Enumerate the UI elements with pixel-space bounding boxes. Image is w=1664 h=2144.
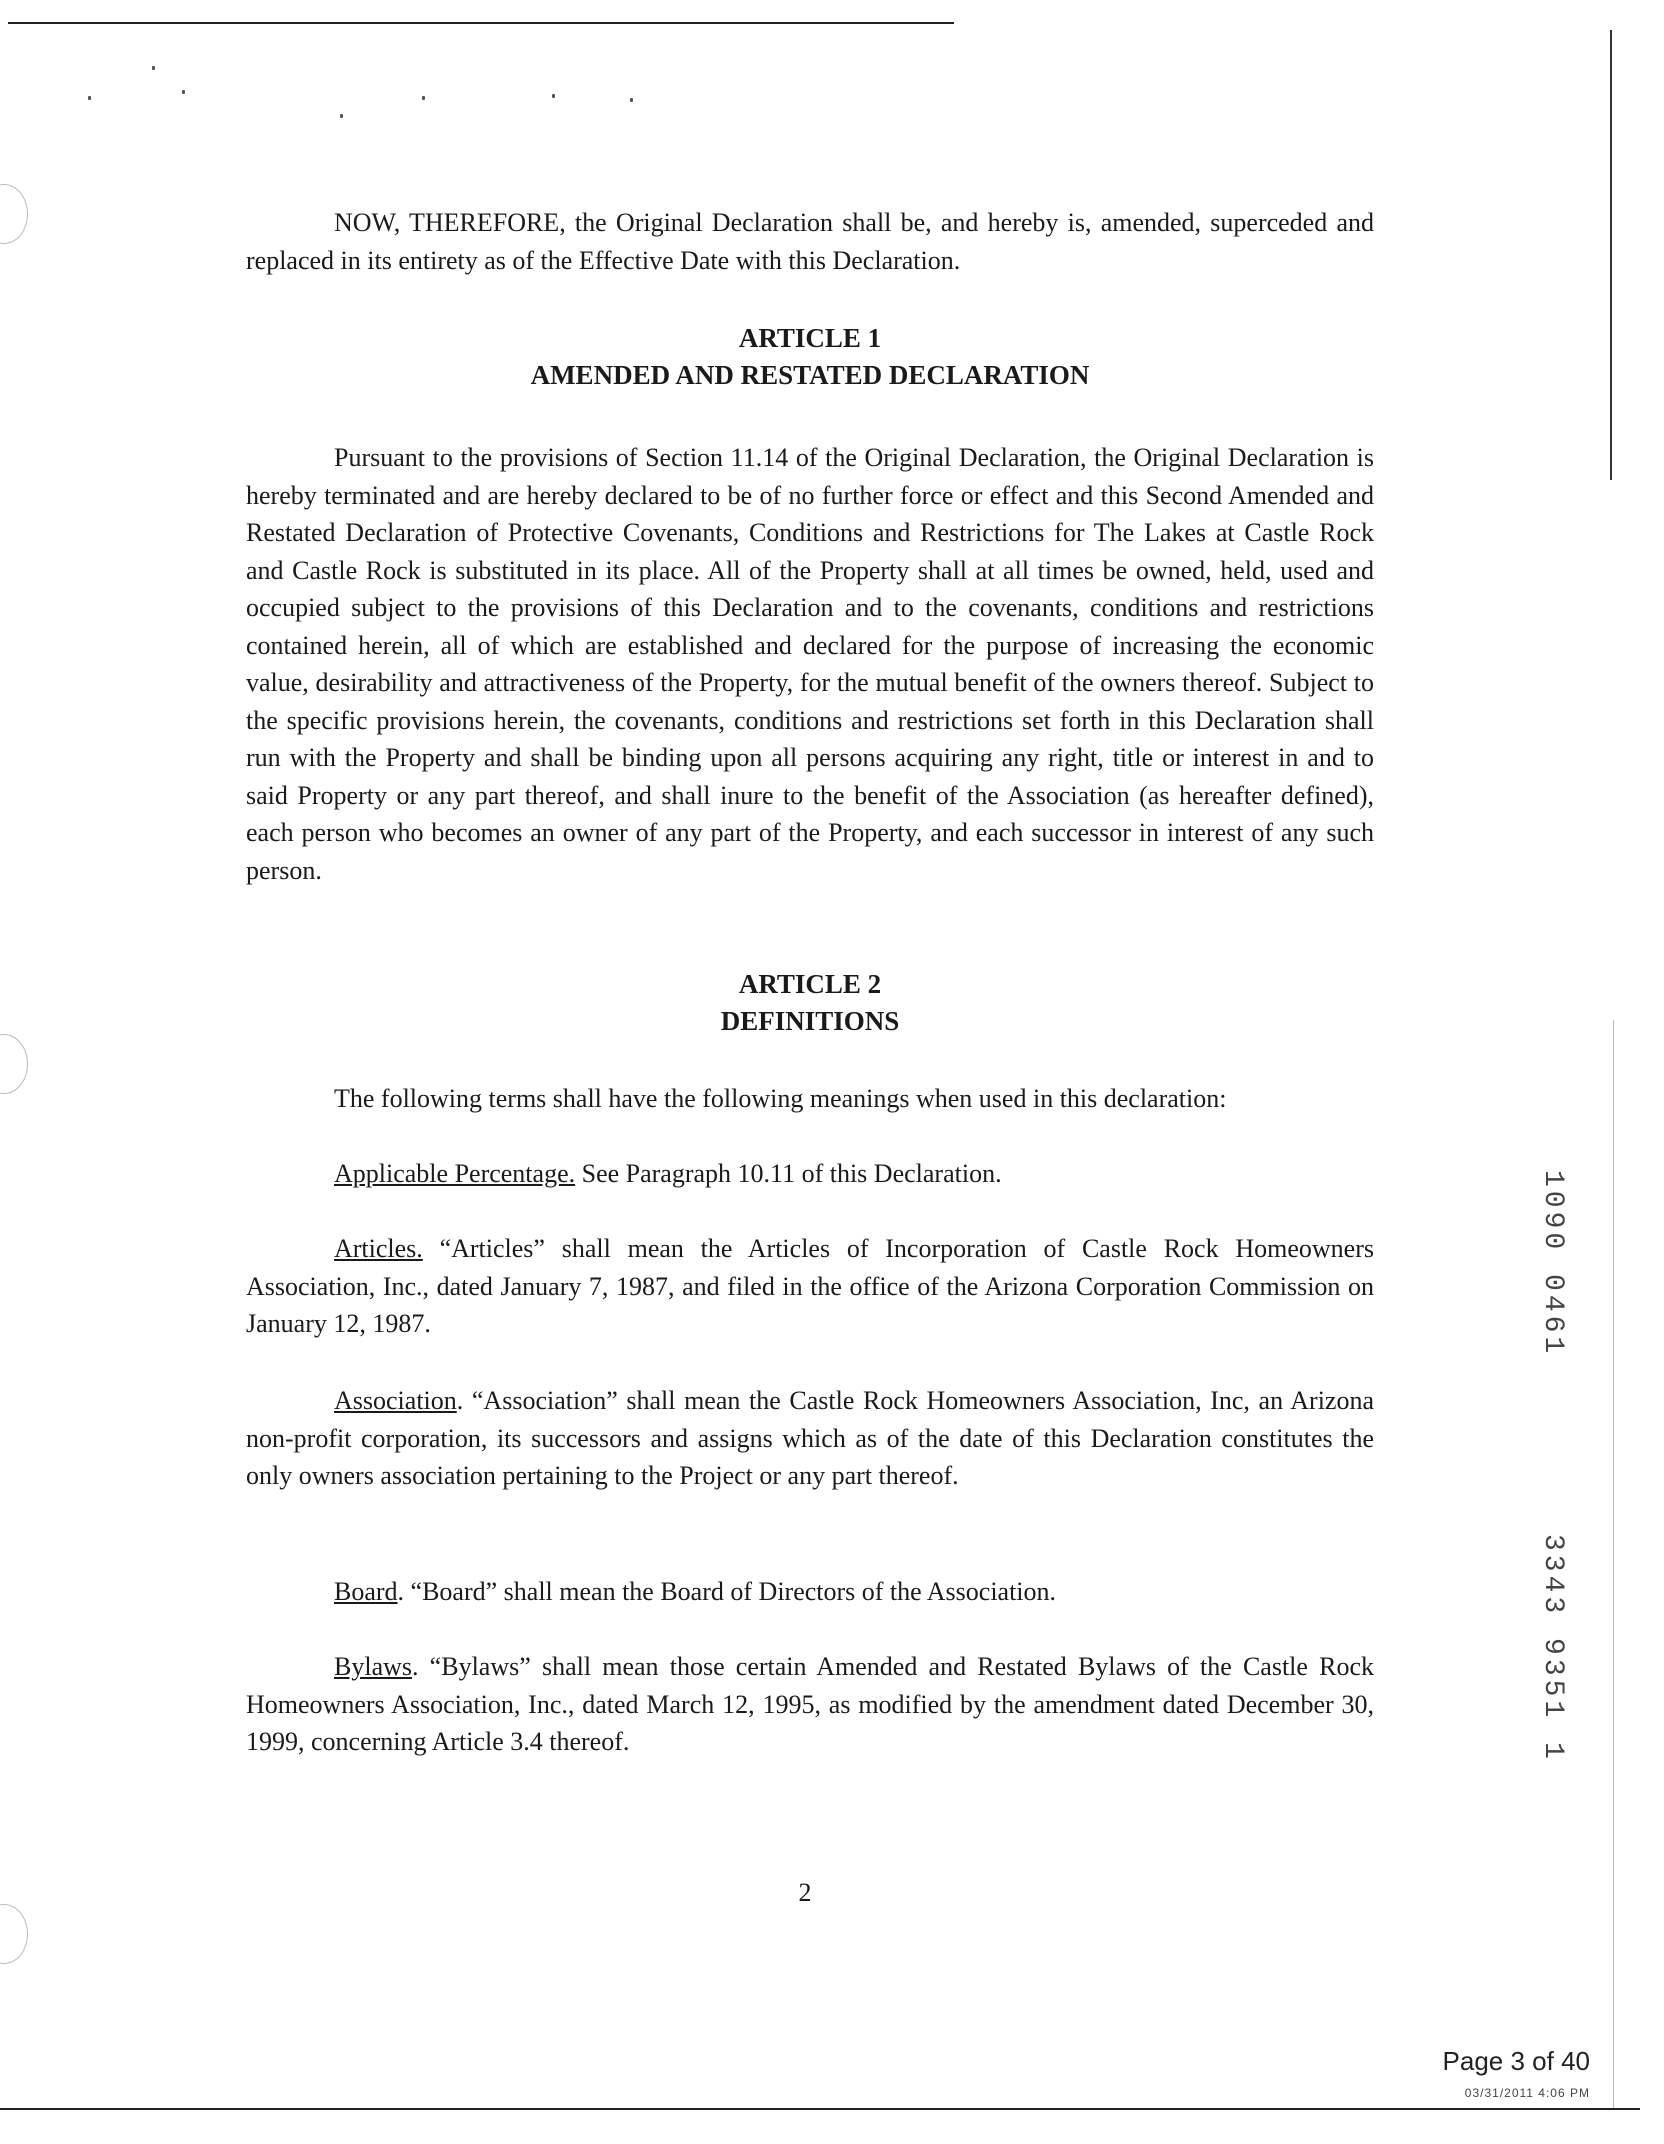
definition-articles (246, 1230, 1374, 1343)
scan-speck (88, 96, 91, 100)
article2-lead: The following terms shall have the following meanings when used in this declaration: (334, 1084, 1227, 1113)
definition-association (246, 1382, 1374, 1495)
article1-title: AMENDED AND RESTATED DECLARATION (530, 360, 1090, 390)
footer-timestamp: 03/31/2011 4:06 PM (1464, 2086, 1590, 2100)
scan-speck (422, 96, 425, 100)
recording-stamp-lower: 3343 9351 1 (1537, 1534, 1568, 1763)
page-number: 2 (798, 1878, 812, 1907)
footer-page-label: Page 3 of 40 (1442, 2046, 1590, 2076)
scan-speck (340, 114, 343, 118)
definition-term: Bylaws (334, 1652, 412, 1681)
scan-speck (552, 94, 555, 98)
punch-hole (0, 184, 28, 244)
definition-bylaws (246, 1648, 1374, 1761)
scan-speck (152, 66, 155, 70)
intro-paragraph: NOW, THEREFORE, the Original Declaration shall be, and hereby is, amended, superceded and replaced in its entirety as of the Effective Date with this Declaration. (246, 208, 1374, 275)
article2-title: DEFINITIONS (720, 1006, 900, 1036)
definition-text: . “Bylaws” shall mean those certain Amended and Restated Bylaws of the Castle Rock Homeowners Association, Inc., dated March 12, 1995, as modified by the amendment dated December 30, 1999, concerning Article 3.4 thereof. (246, 1652, 1374, 1756)
article1-number: ARTICLE 1 (738, 323, 882, 353)
bottom-rule (0, 2108, 1640, 2110)
recording-stamp-upper: 1090 0461 (1537, 1170, 1568, 1358)
scan-speck (630, 98, 633, 102)
article1-body: Pursuant to the provisions of Section 11.14 of the Original Declaration, the Original Declaration is hereby terminated and are hereby declared to be of no further force or effect and this Second Amended and Restated Declaration of Protective Covenants, Conditions and Restrictions for The Lakes at Castle Rock and Castle Rock is substituted in its place. All of the Property shall at all times be owned, held, used and occupied subject to the provisions of this Declaration and to the covenants, conditions and restrictions contained herein, all of which are established and declared for the purpose of increasing the economic value, desirability and attractiveness of the Property, for the mutual benefit of the owners thereof. Subject to the specific provisions herein, the covenants, conditions and restrictions set forth in this Declaration shall run with the Property and shall be binding upon all persons acquiring any right, title or interest in and to said Property or any part thereof, and shall inure to the benefit of the Association (as hereafter defined), each person who becomes an owner of any part of the Property, and each successor in interest of any such person. (246, 443, 1374, 885)
definition-text: . “Board” shall mean the Board of Directors of the Association. (397, 1577, 1057, 1606)
article2-number: ARTICLE 2 (738, 969, 882, 999)
punch-hole (0, 1904, 28, 1964)
definition-text: See Paragraph 10.11 of this Declaration. (575, 1159, 1002, 1188)
definition-applicable-percentage (246, 1155, 1374, 1193)
definition-text: . “Association” shall mean the Castle Rock Homeowners Association, Inc, an Arizona non-profit corporation, its successors and assigns which as of the date of this Declaration constitutes the only owners association pertaining to the Project or any part thereof. (246, 1386, 1374, 1490)
right-edge-rule (1610, 30, 1612, 480)
definition-term: Board (334, 1577, 398, 1606)
definition-term: Articles. (334, 1234, 423, 1263)
definition-term: Applicable Percentage. (334, 1159, 576, 1188)
right-edge-rule-lower (1613, 1020, 1614, 2110)
definition-term: Association (334, 1386, 457, 1415)
punch-hole (0, 1034, 28, 1094)
top-rule (8, 22, 954, 24)
scan-speck (182, 90, 185, 94)
definition-text: “Articles” shall mean the Articles of Incorporation of Castle Rock Homeowners Association, Inc., dated January 7, 1987, and filed in the office of the Arizona Corporation Commission on January 12, 1987. (246, 1234, 1374, 1338)
definition-board (246, 1573, 1374, 1611)
